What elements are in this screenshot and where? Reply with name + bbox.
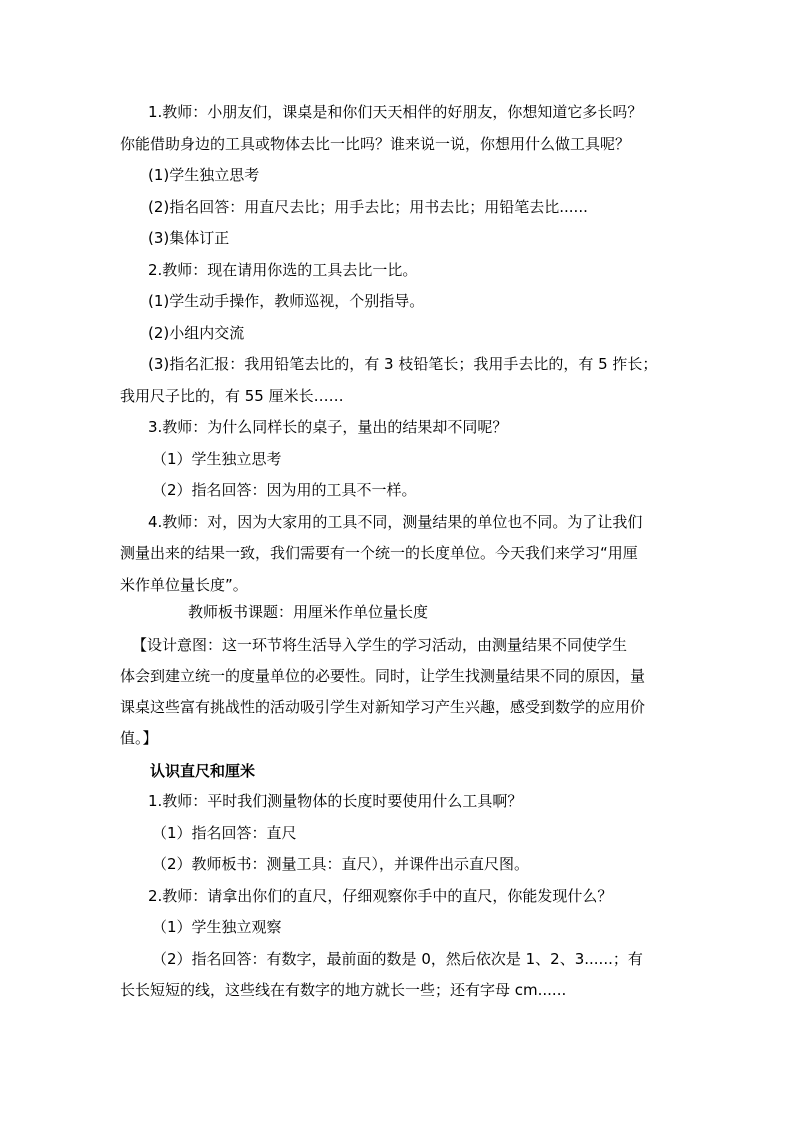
- text-line: （1）学生独立思考: [152, 450, 282, 468]
- text-line: 课桌这些富有挑战性的活动吸引学生对新知学习产生兴趣，感受到数学的应用价: [120, 698, 646, 716]
- text-line: 米作单位量长度”。: [120, 576, 248, 594]
- text-line: （2）指名回答：有数字，最前面的数是 0，然后依次是 1、2、3......；有: [152, 950, 643, 968]
- text-line: (3)集体订正: [148, 229, 230, 247]
- text-line: 【设计意图：这一环节将生活导入学生的学习活动，由测量结果不同使学生: [132, 636, 628, 654]
- text-line: （2）指名回答：因为用的工具不一样。: [152, 481, 417, 499]
- text-line: （2）教师板书：测量工具：直尺），并课件出示直尺图。: [152, 855, 530, 873]
- text-line: （1）指名回答：直尺: [152, 824, 297, 842]
- text-line: 1.教师：小朋友们，课桌是和你们天天相伴的好朋友，你想知道它多长吗？: [148, 103, 643, 121]
- text-line: （1）学生独立观察: [152, 918, 282, 936]
- text-line: 2.教师：现在请用你选的工具去比一比。: [148, 261, 418, 279]
- text-line: 我用尺子比的，有 55 厘米长……: [120, 387, 344, 405]
- text-line: (2)指名回答：用直尺去比；用手去比；用书去比；用铅笔去比......: [148, 198, 588, 216]
- text-line: 测量出来的结果一致，我们需要有一个统一的长度单位。今天我们来学习“用厘: [120, 544, 638, 562]
- text-line: 3.教师：为什么同样长的桌子，量出的结果却不同呢？: [148, 418, 508, 436]
- text-line: 体会到建立统一的度量单位的必要性。同时，让学生找测量结果不同的原因，量: [120, 667, 646, 685]
- text-line: 2.教师：请拿出你们的直尺，仔细观察你手中的直尺，你能发现什么？: [148, 887, 613, 905]
- text-line: 4.教师：对，因为大家用的工具不同，测量结果的单位也不同。为了让我们: [148, 513, 643, 531]
- text-line: (1)学生独立思考: [148, 166, 260, 184]
- text-line: (2)小组内交流: [148, 324, 245, 342]
- text-line: (3)指名汇报：我用铅笔去比的，有 3 枝铅笔长；我用手去比的，有 5 拃长；: [148, 355, 658, 373]
- section-heading: 认识直尺和厘米: [150, 762, 256, 780]
- board-title-line: 教师板书课题：用厘米作单位量长度: [188, 603, 429, 621]
- text-line: 长长短短的线，这些线在有数字的地方就长一些；还有字母 cm......: [120, 981, 567, 999]
- text-line: 你能借助身边的工具或物体去比一比吗？谁来说一说，你想用什么做工具呢？: [120, 135, 631, 153]
- text-line: 值。】: [120, 729, 158, 747]
- text-line: 1.教师：平时我们测量物体的长度时要使用什么工具啊？: [148, 792, 523, 810]
- text-line: (1)学生动手操作，教师巡视，个别指导。: [148, 292, 425, 310]
